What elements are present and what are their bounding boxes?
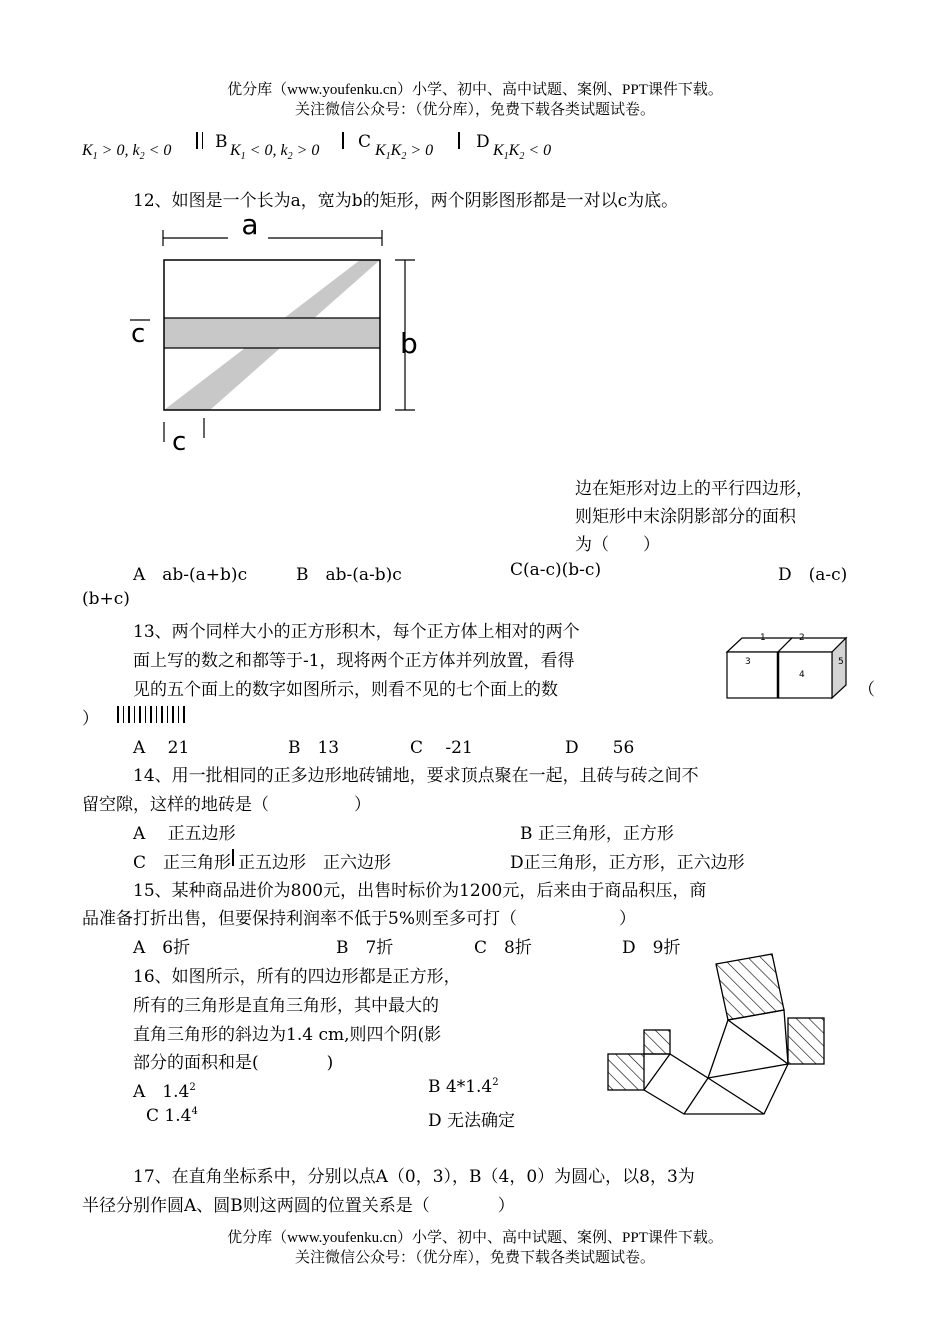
cube-number-top-left: 1	[760, 633, 766, 643]
cubes-figure	[722, 630, 862, 710]
q12-option-b: B ab-(a-b)c	[296, 565, 402, 585]
shaded-square-right	[788, 1018, 824, 1064]
q15-option-d: D 9折	[622, 938, 681, 958]
q11-separator	[340, 132, 346, 151]
q15-option-b: B 7折	[336, 938, 394, 958]
q14-line-2: 留空隙，这样的地砖是（ ）	[82, 795, 371, 815]
q15-option-c: C 8折	[474, 938, 532, 958]
q11-option-a: $K_1 > 0$, $k_2 < 0$	[82, 142, 172, 163]
q11-option-c: $K_1K_2 > 0$	[375, 142, 434, 163]
shaded-square-top	[716, 954, 784, 1020]
q13-line-3: 见的五个面上的数字如图所示，则看不见的七个面上的数	[133, 680, 558, 700]
label-a: a	[241, 208, 259, 241]
q11-separator	[456, 132, 462, 151]
q14-line-1: 14、用一批相同的正多边形地砖铺地，要求顶点聚在一起，且砖与砖之间不	[133, 766, 699, 786]
q13-option-c: C -21	[410, 738, 473, 758]
q14-option-c-part2: 正五边形 正六边形	[238, 853, 391, 873]
q14-separator	[230, 849, 236, 868]
q17-line-2: 半径分别作圆A、圆B则这两圆的位置关系是（ ）	[82, 1196, 515, 1216]
q11-option-b: $K_1 < 0$, $k_2 > 0$	[230, 142, 320, 163]
q15-line-2: 品准备打折出售，但要保持利润率不低于5%则至多可打（ ）	[82, 909, 636, 929]
q12-continuation-2: 则矩形中末涂阴影部分的面积	[575, 507, 796, 527]
q12-option-c: C(a-c)(b-c)	[510, 560, 602, 580]
label-c-left: c	[131, 319, 146, 349]
footer-line-1: 优分库（www.youfenku.cn）小学、初中、高中试题、案例、PPT课件下载。	[227, 1230, 723, 1246]
q12-stem: 12、如图是一个长为a，宽为b的矩形，两个阴影图形都是一对以c为底。	[133, 191, 679, 211]
q16-line-1: 16、如图所示，所有的四边形都是正方形，	[133, 967, 461, 987]
header-line-1: 优分库（www.youfenku.cn）小学、初中、高中试题、案例、PPT课件下载。	[227, 82, 723, 98]
q16-option-a: A $1.4^2$	[133, 1082, 196, 1102]
label-b: b	[400, 327, 418, 360]
q12-option-a: A ab-(a+b)c	[133, 565, 248, 585]
squares-triangles-figure	[600, 950, 880, 1120]
cube-number-top-right: 2	[799, 633, 805, 643]
q14-option-b: B 正三角形，正方形	[520, 824, 674, 844]
q11-option-d: $K_1K_2 < 0$	[493, 142, 552, 163]
q16-option-c: C $1.4^4$	[146, 1106, 198, 1126]
q11-separator	[194, 132, 205, 151]
q14-option-a: A 正五边形	[133, 824, 236, 844]
shaded-square-small	[644, 1030, 670, 1054]
q17-line-1: 17、在直角坐标系中，分别以点A（0，3），B（4，0）为圆心，以8，3为	[133, 1167, 695, 1187]
q12-continuation-3: 为（ ）	[575, 535, 660, 555]
label-c-bottom: c	[172, 427, 187, 457]
shaded-square-left	[608, 1054, 644, 1090]
rectangle-figure	[120, 210, 420, 460]
q13-paren-close: ）	[82, 709, 99, 729]
q16-line-2: 所有的三角形是直角三角形，其中最大的	[133, 996, 439, 1016]
q12-option-d: D (a-c)	[778, 565, 848, 585]
cube-number-front-left: 3	[745, 657, 751, 667]
q11-option-b-letter: B	[215, 132, 228, 152]
q16-line-3: 直角三角形的斜边为1.4 cm,则四个阴(影	[133, 1025, 442, 1045]
q14-option-d: D正三角形，正方形，正六边形	[510, 853, 745, 873]
q12-option-d-cont: (b+c)	[82, 589, 130, 609]
q16-option-b: B $4*1.4^2$	[428, 1077, 499, 1097]
q14-option-c-part1: C 正三角形	[133, 853, 232, 873]
q13-bars	[115, 706, 187, 725]
q13-option-d: D 56	[565, 738, 635, 758]
horizontal-parallelogram	[164, 318, 380, 348]
q16-line-4: 部分的面积和是( )	[133, 1053, 334, 1073]
q15-line-1: 15、某种商品进价为800元，出售时标价为1200元，后来由于商品积压，商	[133, 881, 707, 901]
q15-option-a: A 6折	[133, 938, 191, 958]
cube-number-front-right: 4	[799, 670, 805, 680]
q13-paren-open: （	[858, 680, 875, 700]
header-line-2: 关注微信公众号：（优分库），免费下载各类试题试卷。	[294, 102, 655, 118]
q13-line-2: 面上写的数之和都等于-1，现将两个正方体并列放置，看得	[133, 651, 575, 671]
cube-number-side: 5	[838, 657, 844, 667]
q13-option-a: A 21	[133, 738, 190, 758]
q11-option-c-letter: C	[358, 132, 372, 152]
q16-option-d: D 无法确定	[428, 1111, 516, 1131]
footer-line-2: 关注微信公众号：（优分库），免费下载各类试题试卷。	[294, 1250, 655, 1266]
q13-option-b: B 13	[288, 738, 340, 758]
q12-continuation-1: 边在矩形对边上的平行四边形，	[575, 479, 813, 499]
q11-option-d-letter: D	[476, 132, 490, 152]
q13-line-1: 13、两个同样大小的正方形积木，每个正方体上相对的两个	[133, 622, 580, 642]
